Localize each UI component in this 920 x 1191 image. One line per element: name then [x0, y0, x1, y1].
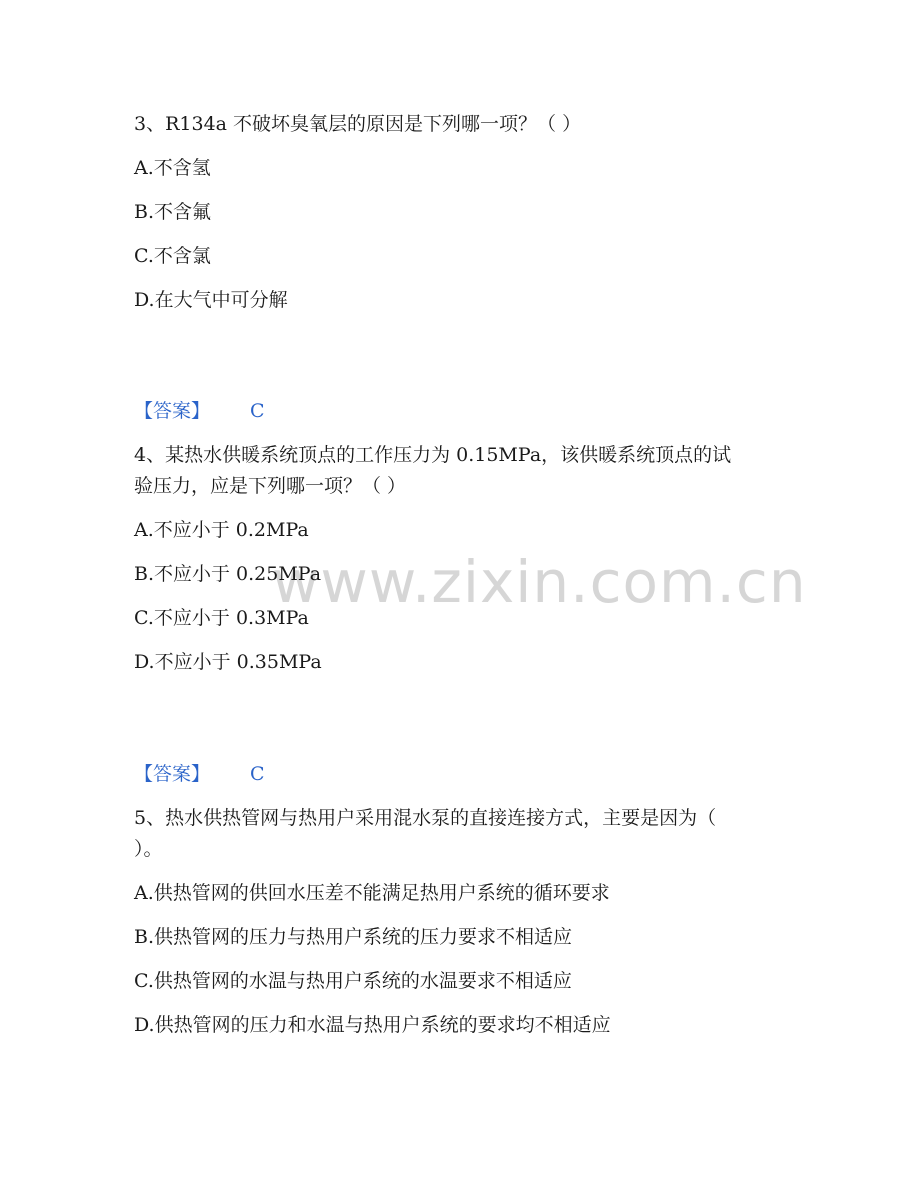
- answer-label: 【答案】: [134, 763, 211, 785]
- q4-option-c: C.不应小于 0.3MPa: [134, 607, 309, 629]
- q3-option-b: B.不含氟: [134, 201, 212, 223]
- q3-answer: [134, 399, 265, 423]
- q4-option-d: D.不应小于 0.35MPa: [134, 651, 322, 673]
- q4-option-b: B.不应小于 0.25MPa: [134, 563, 322, 585]
- q3-option-a: A.不含氢: [134, 157, 211, 179]
- q4-answer: [134, 762, 265, 786]
- watermark: www.zixin.com.cn: [272, 548, 807, 616]
- q5-option-b: B.供热管网的压力与热用户系统的压力要求不相适应: [134, 926, 573, 948]
- q5-option-a: A.供热管网的供回水压差不能满足热用户系统的循环要求: [134, 882, 610, 904]
- q5-stem-line2: ）。: [134, 838, 163, 860]
- q3-stem: 3、R134a 不破坏臭氧层的原因是下列哪一项？（ ）: [134, 113, 582, 135]
- q5-option-d: D.供热管网的压力和水温与热用户系统的要求均不相适应: [134, 1014, 611, 1036]
- q5-option-c: C.供热管网的水温与热用户系统的水温要求不相适应: [134, 970, 572, 992]
- q4-stem-line1: 4、某热水供暖系统顶点的工作压力为 0.15MPa，该供暖系统顶点的试: [134, 444, 732, 466]
- answer-value: C: [250, 400, 265, 422]
- q5-stem-line1: 5、热水供热管网与热用户采用混水泵的直接连接方式，主要是因为（: [134, 807, 717, 829]
- q4-option-a: A.不应小于 0.2MPa: [134, 519, 309, 541]
- answer-value: C: [250, 763, 265, 785]
- answer-label: 【答案】: [134, 400, 211, 422]
- q3-option-c: C.不含氯: [134, 245, 211, 267]
- q4-stem-line2: 验压力，应是下列哪一项？（ ）: [134, 475, 407, 497]
- q3-option-d: D.在大气中可分解: [134, 289, 288, 311]
